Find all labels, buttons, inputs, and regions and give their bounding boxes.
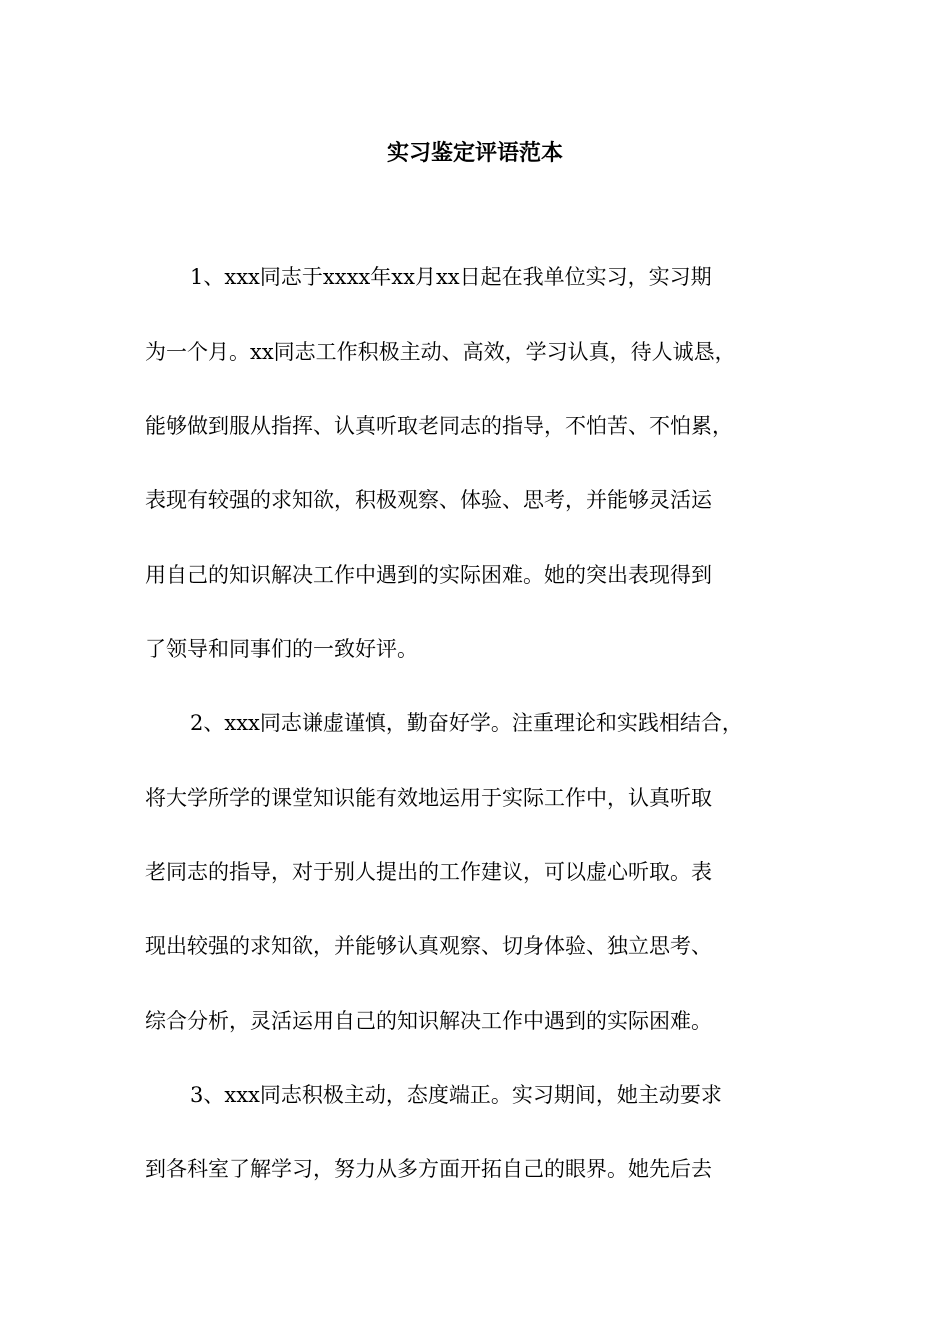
paragraph-1-line-4: 表现有较强的求知欲，积极观察、体验、思考，并能够灵活运 <box>145 488 712 512</box>
paragraph-1-line-6: 了领导和同事们的一致好评。 <box>145 637 418 661</box>
paragraph-1-line-3: 能够做到服从指挥、认真听取老同志的指导，不怕苦、不怕累， <box>145 414 733 438</box>
paragraph-1-line-1: 1、xxx同志于xxxx年xx月xx日起在我单位实习，实习期 <box>190 265 712 289</box>
paragraph-3-line-1: 3、xxx同志积极主动，态度端正。实习期间，她主动要求 <box>190 1083 722 1107</box>
paragraph-2-line-1: 2、xxx同志谦虚谨慎，勤奋好学。注重理论和实践相结合， <box>190 711 743 735</box>
paragraph-2-line-5: 综合分析，灵活运用自己的知识解决工作中遇到的实际困难。 <box>145 1009 712 1033</box>
paragraph-1-line-2: 为一个月。xx同志工作积极主动、高效，学习认真，待人诚恳， <box>145 340 736 364</box>
document-title: 实习鉴定评语范本 <box>386 140 563 166</box>
paragraph-2-line-4: 现出较强的求知欲，并能够认真观察、切身体验、独立思考、 <box>145 934 712 958</box>
paragraph-2-line-3: 老同志的指导，对于别人提出的工作建议，可以虚心听取。表 <box>145 860 712 884</box>
paragraph-2-line-2: 将大学所学的课堂知识能有效地运用于实际工作中，认真听取 <box>145 786 712 810</box>
paragraph-1-line-5: 用自己的知识解决工作中遇到的实际困难。她的突出表现得到 <box>145 563 712 587</box>
paragraph-3-line-2: 到各科室了解学习，努力从多方面开拓自己的眼界。她先后去 <box>145 1157 712 1181</box>
